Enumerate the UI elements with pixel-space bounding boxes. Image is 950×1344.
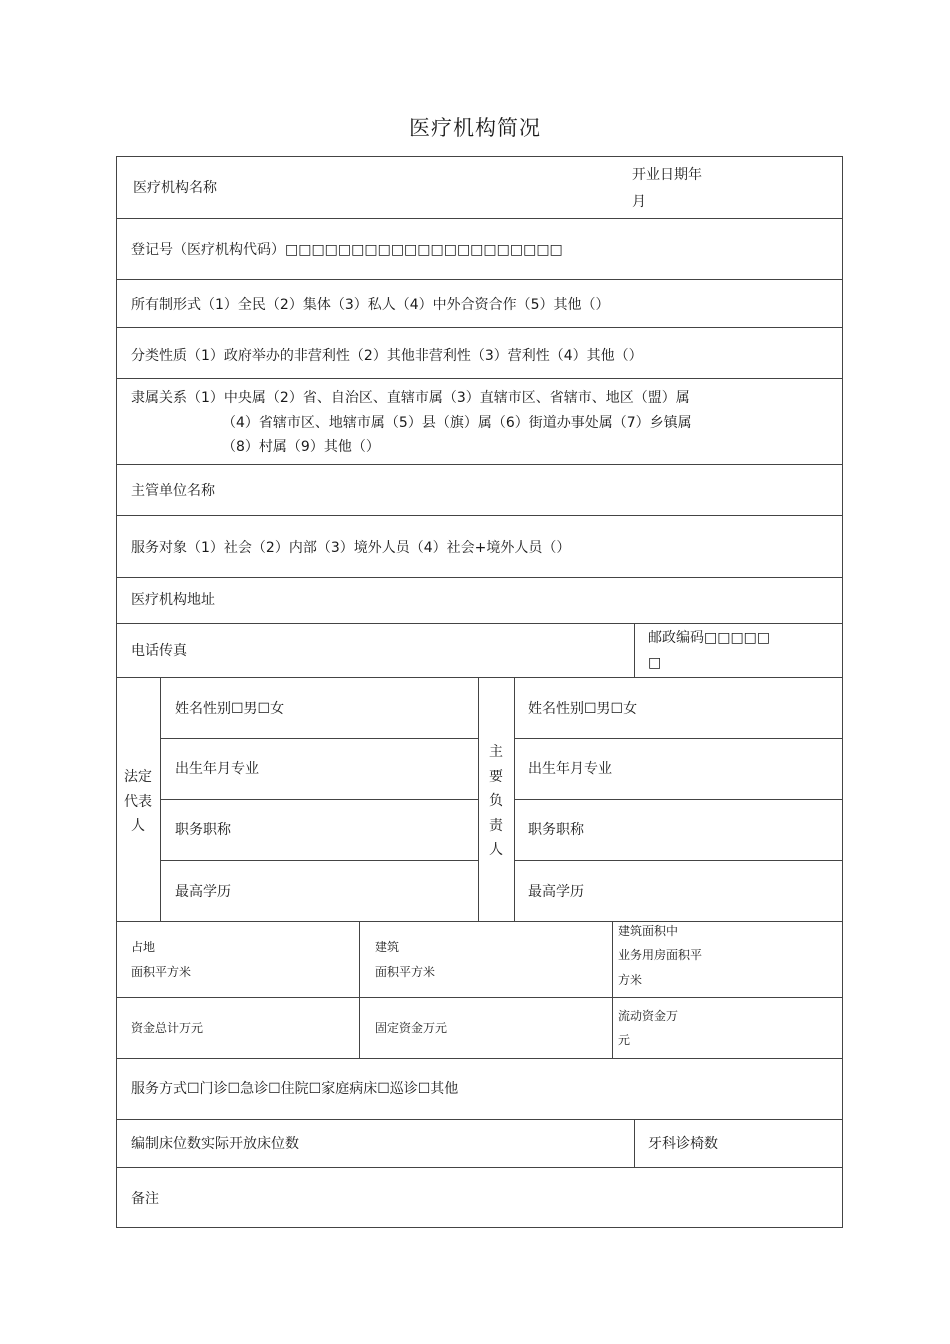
capital-total-field[interactable]: 资金总计万元 <box>131 1021 204 1035</box>
legal-rep-birth-major[interactable]: 出生年月专业 <box>175 761 259 777</box>
row-divider <box>116 677 843 678</box>
legal-rep-heading-line: 人 <box>131 818 145 834</box>
row-divider <box>116 378 843 379</box>
affiliation-line-1[interactable]: 隶属关系（1）中央属（2）省、自治区、直辖市属（3）直辖市区、省辖市、地区（盟）属 <box>131 390 690 406</box>
row-divider <box>116 577 843 578</box>
legal-rep-name-gender[interactable]: 姓名性别☐男☐女 <box>175 701 285 717</box>
legal-rep-heading-line: 法定 <box>124 769 152 785</box>
service-target-field[interactable]: 服务对象（1）社会（2）内部（3）境外人员（4）社会+境外人员（） <box>131 540 571 556</box>
row-divider <box>116 1167 843 1168</box>
legal-rep-heading-line: 代表 <box>124 793 152 810</box>
row-divider <box>116 218 843 219</box>
legal-rep-heading <box>116 765 160 839</box>
service-mode-field[interactable]: 服务方式☐门诊☐急诊☐住院☐家庭病床☐巡诊☐其他 <box>131 1081 459 1097</box>
working-capital-field[interactable]: 流动资金万 <box>618 1009 679 1023</box>
row-divider <box>160 799 478 800</box>
row-divider <box>160 738 478 739</box>
row-divider <box>116 327 843 328</box>
col-divider <box>634 623 635 677</box>
business-area-line: 方米 <box>618 973 643 987</box>
row-divider <box>116 921 843 922</box>
phone-fax-field[interactable]: 电话传真 <box>131 643 187 659</box>
business-area-line: 建筑面积中 <box>618 924 679 938</box>
open-date-month: 月 <box>632 194 646 210</box>
principal-education[interactable]: 最高学历 <box>528 884 584 900</box>
fixed-capital-field[interactable]: 固定资金万元 <box>375 1021 448 1035</box>
col-divider <box>160 677 161 921</box>
affiliation-line-2: （4）省辖市区、地辖市属（5）县（旗）属（6）街道办事处属（7）乡镇属 <box>222 415 692 431</box>
page-title: 医疗机构简况 <box>409 116 541 140</box>
supervisor-field[interactable]: 主管单位名称 <box>131 483 215 499</box>
working-capital-unit: 元 <box>618 1033 631 1047</box>
affiliation-line-3: （8）村属（9）其他（） <box>222 439 380 455</box>
row-divider <box>514 738 843 739</box>
institution-name-field[interactable]: 医疗机构名称 <box>133 180 217 196</box>
row-divider <box>116 1058 843 1059</box>
land-area-field[interactable]: 面积平方米 <box>131 965 192 979</box>
row-divider <box>116 623 843 624</box>
beds-field[interactable]: 编制床位数实际开放床位数 <box>131 1136 299 1152</box>
building-area-label: 建筑 <box>375 940 400 954</box>
row-divider <box>160 860 478 861</box>
land-area-label: 占地 <box>131 940 156 954</box>
row-divider <box>116 1119 843 1120</box>
col-divider <box>634 1119 635 1167</box>
registration-code-field[interactable]: 登记号（医疗机构代码）□□□□□□□□□□□□□□□□□□□□□ <box>131 242 563 258</box>
legal-rep-title[interactable]: 职务职称 <box>175 822 231 838</box>
remarks-field[interactable]: 备注 <box>131 1191 159 1207</box>
row-divider <box>514 799 843 800</box>
postcode-tail: □ <box>648 655 662 671</box>
ownership-field[interactable]: 所有制形式（1）全民（2）集体（3）私人（4）中外合资合作（5）其他（） <box>131 297 610 313</box>
principal-birth-major[interactable]: 出生年月专业 <box>528 761 612 777</box>
address-field[interactable]: 医疗机构地址 <box>131 592 215 608</box>
col-divider <box>514 677 515 921</box>
row-divider <box>116 515 843 516</box>
principal-name-gender[interactable]: 姓名性别☐男☐女 <box>528 701 638 717</box>
row-divider <box>116 997 843 998</box>
principal-heading <box>478 740 514 863</box>
business-area-field[interactable]: 业务用房面积平 <box>618 948 703 962</box>
col-divider <box>359 921 360 1058</box>
postcode-field[interactable]: 邮政编码□□□□□ <box>648 630 771 646</box>
principal-heading-line: 责 <box>489 817 503 834</box>
col-divider <box>612 921 613 1058</box>
row-divider <box>116 279 843 280</box>
building-area-field[interactable]: 面积平方米 <box>375 965 436 979</box>
row-divider <box>514 860 843 861</box>
principal-heading-line: 主 <box>489 744 503 760</box>
legal-rep-education[interactable]: 最高学历 <box>175 884 231 900</box>
principal-heading-line: 人 <box>489 842 503 858</box>
dental-chairs-field[interactable]: 牙科诊椅数 <box>648 1136 718 1152</box>
principal-heading-line: 负 <box>489 793 503 809</box>
principal-heading-line: 要 <box>489 768 503 785</box>
principal-title[interactable]: 职务职称 <box>528 822 584 838</box>
open-date-field[interactable]: 开业日期年 <box>632 167 702 183</box>
row-divider <box>116 464 843 465</box>
category-field[interactable]: 分类性质（1）政府举办的非营利性（2）其他非营利性（3）营利性（4）其他（） <box>131 348 643 364</box>
